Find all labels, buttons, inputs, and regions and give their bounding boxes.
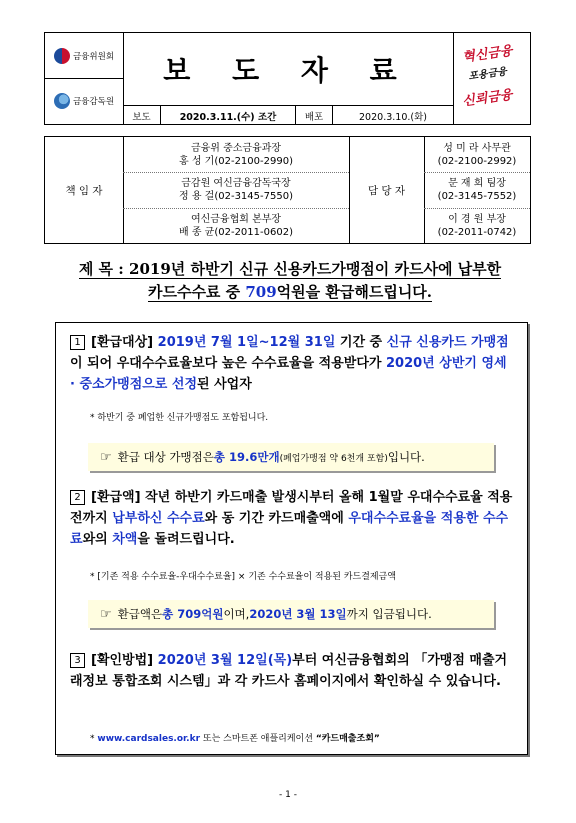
responsible-contact-2 [123, 172, 349, 208]
org-logos [45, 33, 124, 124]
distribute-label: 배포 [296, 106, 333, 125]
contact-dept: 금융위 중소금융과장 [190, 142, 282, 154]
text: 환급 대상 가맹점은 [117, 450, 214, 464]
contact-name: 문 재 희 팀장 [448, 178, 506, 189]
text: 와 동 기간 카드매출액에 [204, 511, 349, 526]
release-date: 2020.3.11.(수) 조간 [161, 106, 296, 125]
subject-line-2 [55, 281, 525, 304]
text: 을 돌려드립니다. [137, 532, 235, 547]
contact-name: 성 미 라 사무관 [443, 142, 511, 154]
responsible-contact-1 [123, 137, 349, 172]
fsc-emblem-icon [54, 48, 70, 64]
responsible-contact-3 [123, 208, 349, 243]
contact-dept: 금감원 여신금융감독국장 [181, 178, 291, 189]
pointing-hand-icon: ☞ [100, 449, 112, 465]
section-1-highlight [88, 443, 494, 471]
text: 환급액은 [117, 607, 163, 621]
subject-heading [55, 258, 525, 304]
text: 부터 여신금융협회의 「가맹점 매출거래정보 통합조회 시스템」과 각 카드사 홈페이지에서 확인하실 수 있습니다. [70, 653, 508, 689]
slogan-line-3: 신뢰금융 [461, 87, 514, 110]
staff-label: 담 당 자 [367, 184, 406, 197]
subject-prefix: 제 목 : [78, 260, 130, 278]
section-2-text [70, 487, 515, 550]
contact-name: 이 경 원 부장 [448, 213, 506, 225]
slogan-logo [453, 33, 531, 124]
staff-contact-2 [424, 172, 530, 208]
subject-text-1: 2019년 하반기 신규 신용카드가맹점이 카드사에 납부한 [129, 260, 502, 278]
text: * [90, 734, 98, 744]
text: 또는 스마트폰 애플리케이션 [200, 734, 316, 744]
difference: 차액 [112, 532, 138, 547]
contact-name-phone: 정 용 걸(02-3145-7550) [179, 191, 293, 202]
contact-phone: (02-2100-2992) [437, 155, 517, 167]
section-1-period: 2019년 7월 1일~12월 31일 [157, 335, 336, 350]
section-1-note: * 하반기 중 폐업한 신규가맹점도 포함됩니다. [90, 413, 269, 423]
staff-contact-1 [424, 137, 530, 172]
slogan-line-1: 혁신금융 [461, 43, 514, 66]
fsc-logo [45, 33, 123, 79]
text: 기간 중 [335, 335, 387, 350]
text: [확인방법] [91, 653, 158, 668]
refund-date: 2020년 3월 13일 [249, 607, 347, 621]
subject-text-2c: 억원을 환급해드립니다. [276, 283, 433, 301]
subject-text-2a: 카드수수료 중 [147, 283, 246, 301]
section-2-note: * [기존 적용 수수료율-우대수수료율] × 기존 수수료율이 적용된 카드결제금액 [90, 572, 397, 582]
text: (폐업가맹점 약 6천개 포함) [279, 453, 388, 464]
fss-logo [45, 78, 123, 123]
document-title: 보 도 자 료 [163, 54, 413, 87]
section-number: 3 [70, 653, 85, 668]
pointing-hand-icon: ☞ [100, 606, 112, 622]
responsible-label: 책 임 자 [65, 184, 103, 197]
contact-name-phone: 배 종 균(02-2011-0602) [179, 226, 293, 238]
contacts-table [44, 136, 531, 244]
slogan-line-2: 포용금융 [467, 66, 508, 83]
page-number: - 1 - [279, 790, 297, 800]
refund-amount: 총 709억원 [162, 607, 224, 621]
release-label: 보도 [123, 106, 161, 125]
app-name: “카드매출조회” [315, 734, 380, 744]
press-release-header [44, 32, 531, 125]
merchant-count: 총 19.6만개 [213, 450, 280, 464]
distribute-date: 2020.3.10.(화) [359, 111, 427, 123]
fss-name: 금융감독원 [72, 96, 115, 107]
section-number: 2 [70, 490, 85, 505]
text: 이며, [223, 607, 250, 621]
section-1-new-merchant: 신규 신용카드 가맹점 [386, 335, 509, 350]
section-1-selected: 2020년 상반기 영세 · 중소가맹점으로 선정 [70, 356, 507, 392]
check-date: 2020년 3월 12일(목) [157, 653, 293, 668]
contact-name-phone: 홍 성 기(02-2100-2990) [179, 155, 293, 167]
subject-line-1 [55, 258, 525, 281]
contact-phone: (02-3145-7552) [437, 191, 517, 202]
text: 이 되어 우대수수료율보다 높은 수수료율을 적용받다가 [70, 356, 386, 371]
fsc-name: 금융위원회 [72, 51, 115, 62]
release-info-row [123, 105, 453, 125]
text: 까지 입금됩니다. [346, 607, 432, 621]
cardsales-link[interactable]: www.cardsales.or.kr [97, 734, 201, 744]
preferential-fee: 우대수수료율을 적용한 수수료 [70, 511, 509, 547]
text: 와의 [82, 532, 113, 547]
fss-emblem-icon [54, 93, 70, 109]
summary-box [55, 322, 528, 755]
contact-phone: (02-2011-0742) [437, 226, 517, 238]
section-2-highlight [88, 600, 494, 628]
section-tag: [환급대상] [91, 335, 158, 350]
section-1-text [70, 332, 515, 395]
text: [환급액] 작년 하반기 카드매출 발생시부터 올해 1월말 우대수수료율 적용 전까지 [70, 490, 513, 526]
contact-dept: 여신금융협회 본부장 [190, 213, 282, 225]
staff-contact-3 [424, 208, 530, 243]
paid-fee: 납부하신 수수료 [112, 511, 205, 526]
subject-amount: 709 [245, 283, 277, 301]
text: 된 사업자 [197, 377, 252, 392]
section-3-note [90, 731, 380, 744]
section-number: 1 [70, 335, 85, 350]
text: 입니다. [387, 450, 425, 464]
section-3-text [70, 650, 515, 692]
